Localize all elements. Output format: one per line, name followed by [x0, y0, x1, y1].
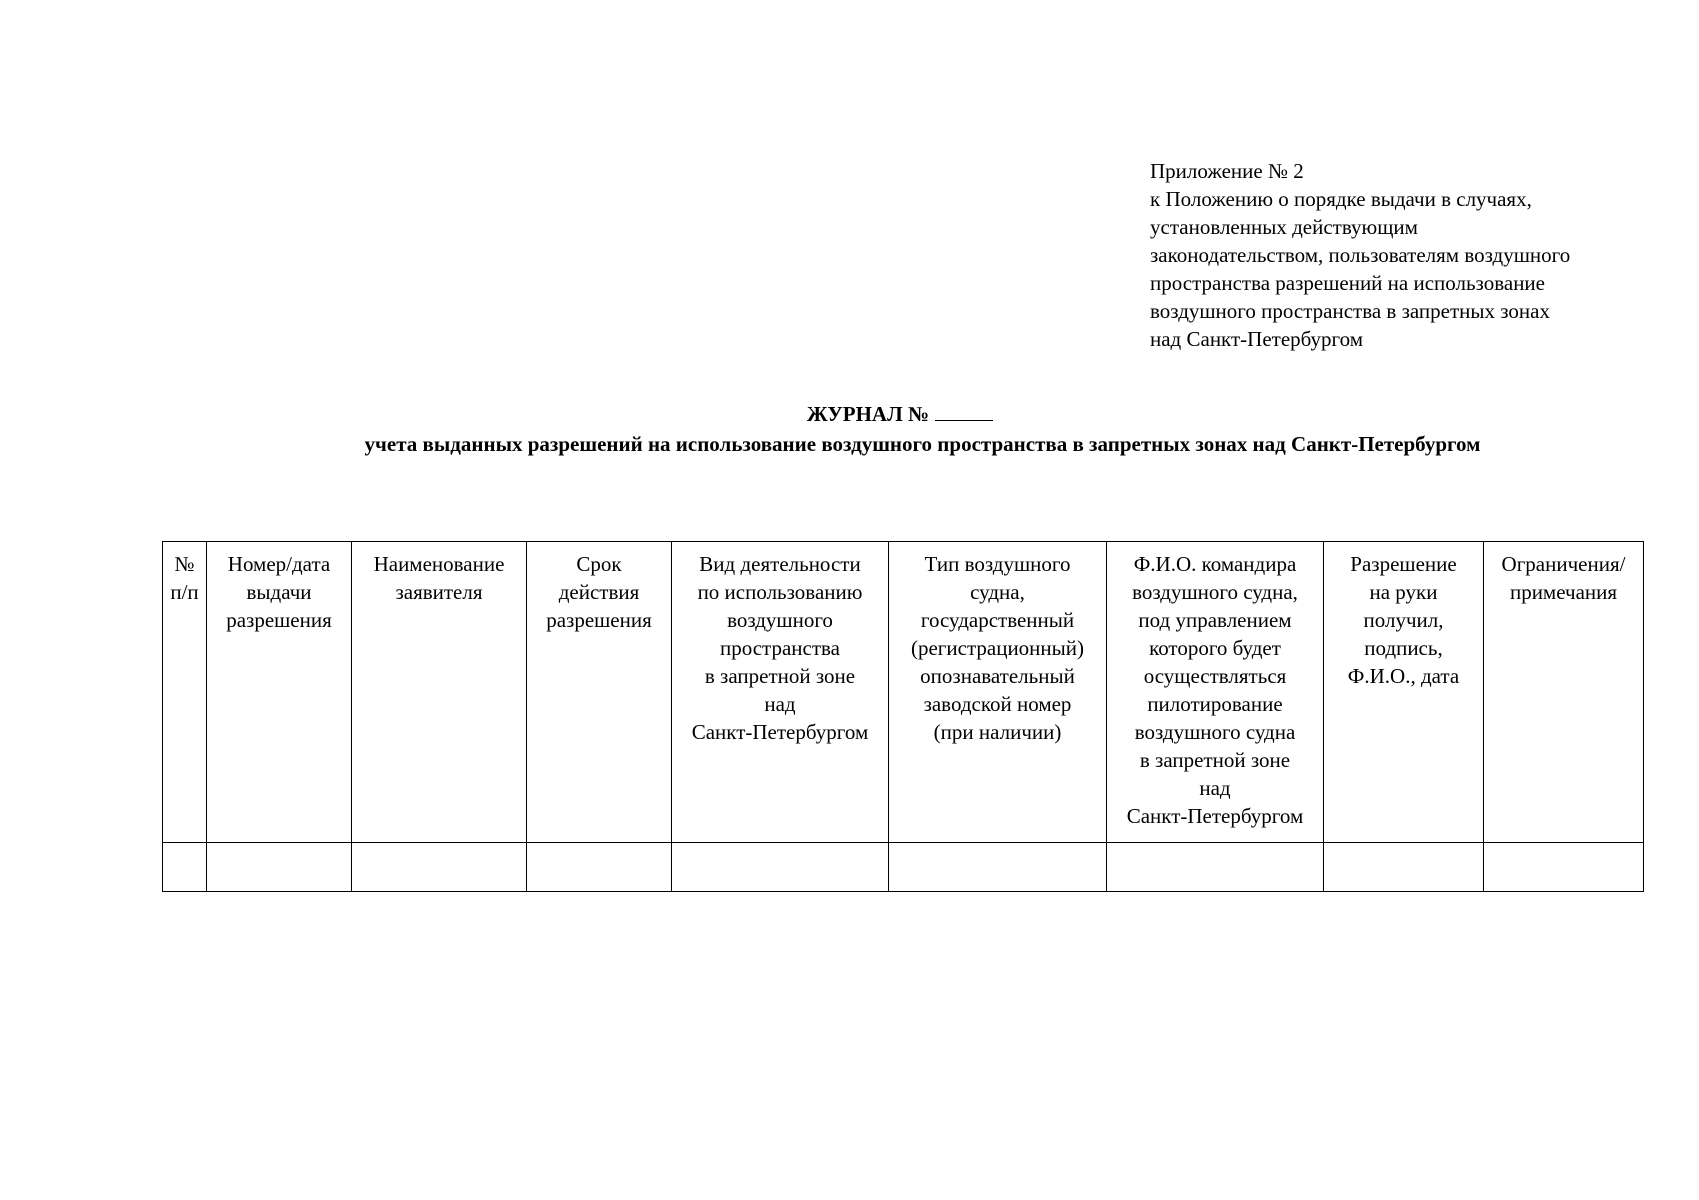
- appendix-line: Приложение № 2: [1150, 159, 1304, 183]
- header-permit-number-date: Номер/дата выдачи разрешения: [207, 542, 352, 843]
- journal-label: ЖУРНАЛ №: [806, 402, 930, 426]
- table-cell: [527, 843, 672, 892]
- document-title: [160, 399, 1640, 459]
- table-cell: [1324, 843, 1484, 892]
- table-row: [163, 843, 1644, 892]
- header-aircraft-type: Тип воздушного судна, государственный (регистрационный) опознавательный заводской номер (при наличии): [889, 542, 1107, 843]
- appendix-line: установленных действующим: [1150, 215, 1418, 239]
- journal-number-blank: [935, 400, 993, 421]
- appendix-line: пространства разрешений на использование: [1150, 271, 1545, 295]
- table-cell: [207, 843, 352, 892]
- header-commander-name: Ф.И.О. командира воздушного судна, под управлением которого будет осуществляться пилотирование воздушного судна в запретной зоне над Санкт-Петербургом: [1107, 542, 1324, 843]
- header-permit-validity: Срок действия разрешения: [527, 542, 672, 843]
- appendix-note: [1150, 157, 1670, 353]
- header-activity-type: Вид деятельности по использованию воздушного пространства в запретной зоне над Санкт-Петербургом: [672, 542, 889, 843]
- header-permit-received: Разрешение на руки получил, подпись, Ф.И.О., дата: [1324, 542, 1484, 843]
- appendix-line: законодательством, пользователям воздушного: [1150, 243, 1571, 267]
- journal-table: [162, 541, 1644, 892]
- appendix-line: над Санкт-Петербургом: [1150, 327, 1364, 351]
- journal-heading: [160, 399, 1640, 429]
- table-cell: [1484, 843, 1644, 892]
- header-number: № п/п: [163, 542, 207, 843]
- appendix-line: к Положению о порядке выдачи в случаях,: [1150, 187, 1532, 211]
- table-cell: [672, 843, 889, 892]
- table-cell: [163, 843, 207, 892]
- appendix-line: воздушного пространства в запретных зонах: [1150, 299, 1550, 323]
- header-restrictions-notes: Ограничения/ примечания: [1484, 542, 1644, 843]
- journal-subtitle: учета выданных разрешений на использование воздушного пространства в запретных зонах над Санкт-Петербургом: [364, 432, 1481, 456]
- table-cell: [889, 843, 1107, 892]
- header-applicant-name: Наименование заявителя: [352, 542, 527, 843]
- table-cell: [1107, 843, 1324, 892]
- table-header-row: [163, 542, 1644, 843]
- table-cell: [352, 843, 527, 892]
